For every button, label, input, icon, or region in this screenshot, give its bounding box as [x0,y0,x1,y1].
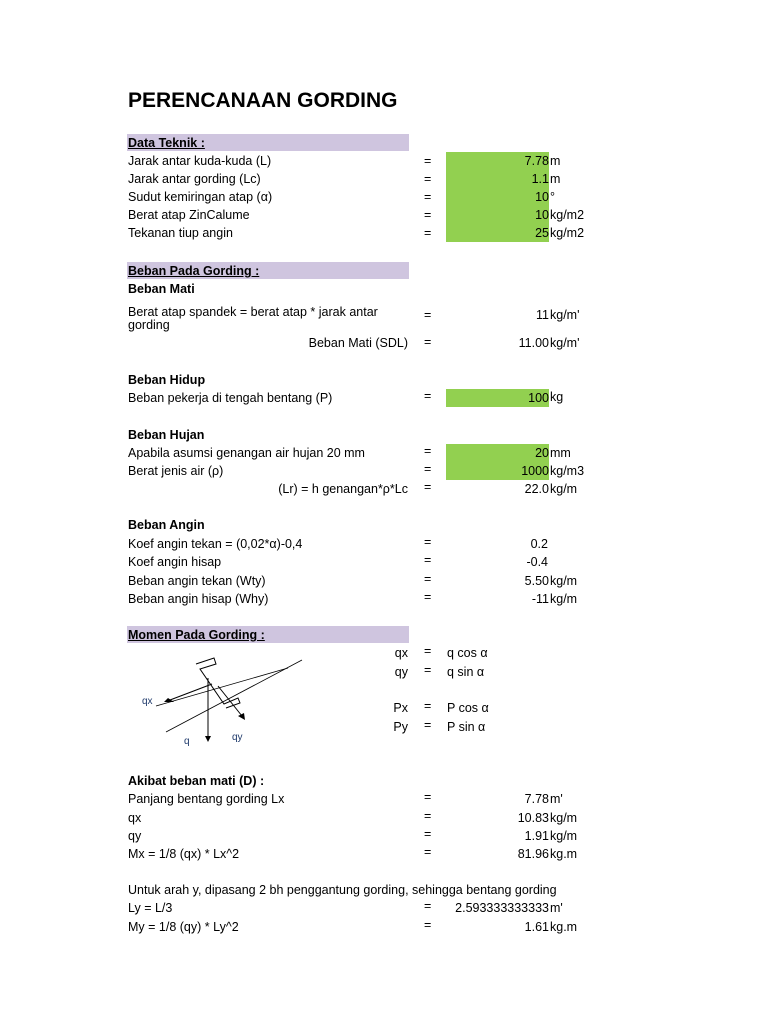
subheading-akibat-beban-mati: Akibat beban mati (D) : [128,774,265,788]
row-label: Koef angin tekan = (0,02*α)-0,4 [128,537,303,551]
row-label: Beban Mati (SDL) [308,336,408,350]
unit: ° [550,190,555,204]
purlin-load-diagram [134,654,310,746]
formula-symbol: qy [394,665,408,679]
diagram-label-qx: qx [142,696,153,707]
subheading-beban-hidup: Beban Hidup [128,373,206,387]
value: 2.593333333333 [455,901,549,915]
unit: mm [550,446,571,460]
value: 7.78 [524,792,549,806]
section-title: Beban Pada Gording : [128,264,260,278]
value: -11 [531,592,549,606]
section-title: Data Teknik : [128,136,205,150]
unit: kg.m [550,920,578,934]
value: -0.4 [526,555,548,569]
equals-sign: = [424,208,432,222]
equals-sign: = [424,809,432,823]
equals-sign: = [424,590,432,604]
row-label: Berat jenis air (ρ) [128,464,224,478]
row-label: Jarak antar kuda-kuda (L) [128,154,272,168]
row-label: qx [128,811,142,825]
subheading-beban-mati: Beban Mati [128,282,195,296]
equals-sign: = [424,308,432,322]
unit: kg/m2 [550,226,585,240]
c-section-outline [196,658,240,708]
row-label: Tekanan tiup angin [128,226,233,240]
value: 1.91 [524,829,549,843]
equals-sign: = [424,389,432,403]
formula-expr: P cos α [447,701,489,715]
roof-line-lower [166,660,302,732]
equals-sign: = [424,699,432,713]
row-label: qy [128,829,142,843]
row-label: (Lr) = h genangan*ρ*Lc [278,482,408,496]
value: 1.61 [524,920,549,934]
unit: m [550,154,561,168]
equals-sign: = [424,190,432,204]
section-header-data-teknik [127,134,409,151]
diagram-label-qy: qy [232,732,243,743]
unit: kg/m [550,574,578,588]
equals-sign: = [424,154,432,168]
equals-sign: = [424,480,432,494]
unit: kg/m' [550,308,580,322]
subheading-beban-angin: Beban Angin [128,518,205,532]
equals-sign: = [424,553,432,567]
equals-sign: = [424,899,432,913]
input-value[interactable]: 1000 [521,464,549,478]
value: 0.2 [530,537,548,551]
unit: kg [550,390,564,404]
equals-sign: = [424,845,432,859]
equals-sign: = [424,918,432,932]
row-label: Jarak antar gording (Lc) [128,172,261,186]
value: 11 [536,308,549,322]
section-title: Momen Pada Gording : [128,628,265,642]
qy-arrowhead [238,713,245,720]
value: 11.00 [518,336,549,350]
unit: m [550,172,561,186]
unit: kg/m [550,592,578,606]
equals-sign: = [424,718,432,732]
equals-sign: = [424,572,432,586]
unit: kg/m' [550,336,580,350]
section-header-beban-gording [127,262,409,279]
input-value[interactable]: 7.78 [524,154,549,168]
input-value[interactable]: 10 [535,190,549,204]
unit: m' [550,792,563,806]
value: 81.96 [517,847,549,861]
equals-sign: = [424,663,432,677]
unit: kg/m2 [550,208,585,222]
row-label: Sudut kemiringan atap (α) [128,190,273,204]
equals-sign: = [424,644,432,658]
row-label: Mx = 1/8 (qx) * Lx^2 [128,847,240,861]
page-title: PERENCANAAN GORDING [128,89,398,112]
row-label-cont: gording [128,318,170,332]
note-text: Untuk arah y, dipasang 2 bh penggantung gording, sehingga bentang gording [128,883,557,897]
equals-sign: = [424,827,432,841]
subheading-beban-hujan: Beban Hujan [128,428,205,442]
row-label: Berat atap spandek = berat atap * jarak antar [128,305,378,319]
unit: kg/m [550,829,578,843]
diagram-label-q: q [184,736,190,746]
formula-expr: P sin α [447,720,486,734]
unit: kg/m [550,482,578,496]
row-label: My = 1/8 (qy) * Ly^2 [128,920,239,934]
equals-sign: = [424,444,432,458]
equals-sign: = [424,535,432,549]
input-value[interactable]: 20 [535,446,549,460]
value: 22.0 [524,482,549,496]
equals-sign: = [424,462,432,476]
row-label: Berat atap ZinCalume [128,208,250,222]
input-value[interactable]: 1.1 [531,172,549,186]
unit: kg/m [550,811,578,825]
formula-expr: q cos α [447,646,488,660]
row-label: Beban angin hisap (Why) [128,592,269,606]
formula-expr: q sin α [447,665,485,679]
equals-sign: = [424,335,432,349]
value: 10.83 [517,811,549,825]
unit: kg/m3 [550,464,585,478]
equals-sign: = [424,226,432,240]
row-label: Koef angin hisap [128,555,222,569]
equals-sign: = [424,790,432,804]
equals-sign: = [424,172,432,186]
row-label: Beban angin tekan (Wty) [128,574,266,588]
row-label: Ly = L/3 [128,901,173,915]
q-arrowhead [205,736,211,742]
formula-symbol: Px [393,701,408,715]
row-label: Apabila asumsi genangan air hujan 20 mm [128,446,365,460]
value: 5.50 [524,574,549,588]
row-label: Beban pekerja di tengah bentang (P) [128,391,333,405]
formula-symbol: qx [394,646,408,660]
row-label: Panjang bentang gording Lx [128,792,285,806]
unit: m' [550,901,563,915]
section-header-momen [127,626,409,643]
unit: kg.m [550,847,578,861]
input-value[interactable]: 10 [535,208,549,222]
formula-symbol: Py [393,720,408,734]
input-value[interactable]: 100 [528,391,549,405]
input-value[interactable]: 25 [535,226,549,240]
